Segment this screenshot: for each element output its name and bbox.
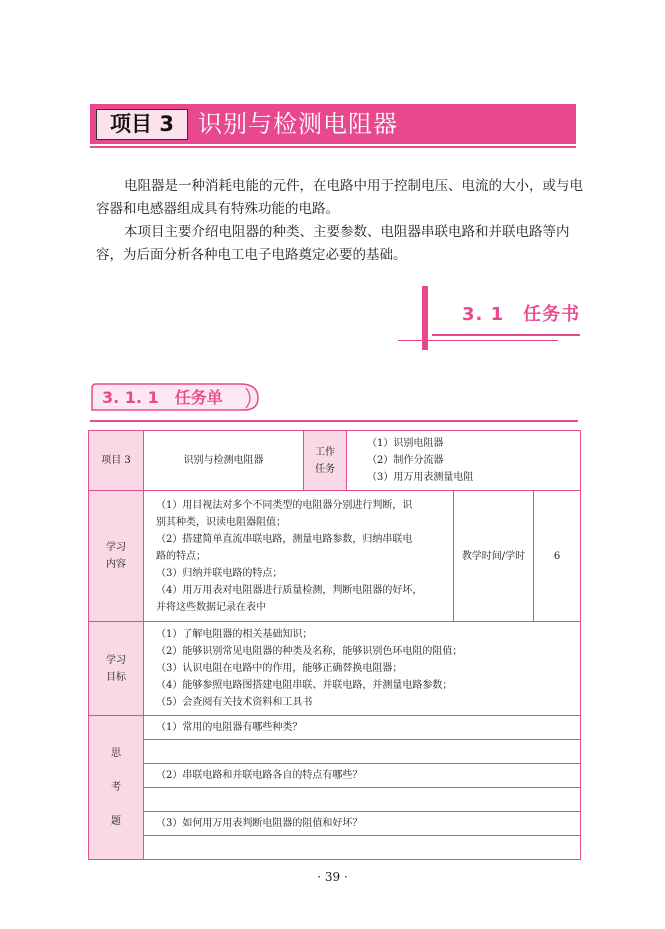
work-task-label-cell [304, 431, 347, 491]
content-items-cell [144, 491, 454, 622]
answer-blank [144, 740, 581, 764]
task-table [88, 430, 581, 860]
section-underline-thin [398, 340, 558, 341]
hours-label-cell: 教学时间/学时 [454, 491, 534, 622]
goal-item: （2）能够识别常见电阻器的种类及名称，能够识别色环电阻的阻值； [156, 646, 463, 657]
goal-label-2: 目标 [106, 671, 126, 683]
goal-item: （3）认识电阻在电路中的作用，能够正确替换电阻器； [156, 663, 403, 674]
work-tasks-cell [347, 431, 581, 491]
think-label-2: 考 [111, 781, 121, 793]
goal-label-1: 学习 [106, 654, 126, 666]
work-task-item: （2）制作分流器 [367, 455, 444, 466]
question-1: （1）常用的电阻器有哪些种类？ [144, 716, 581, 740]
section-title: 3. 1 任务书 [462, 304, 581, 325]
question-3: （3）如何用万用表判断电阻器的阻值和好坏？ [144, 812, 581, 836]
question-row [89, 812, 581, 836]
question-row [89, 764, 581, 788]
answer-blank [144, 836, 581, 860]
answer-row [89, 740, 581, 764]
content-item: 并将这些数据记录在表中 [156, 601, 266, 613]
content-item: （2）搭建简单直流串联电路，测量电路参数，归纳串联电 [156, 533, 413, 545]
section-underline [432, 334, 580, 336]
hours-value-cell: 6 [534, 491, 581, 622]
answer-row [89, 836, 581, 860]
content-label-2: 内容 [106, 559, 126, 570]
chapter-label: 项目 3 [110, 112, 174, 136]
content-label-cell [89, 491, 144, 622]
answer-row [89, 788, 581, 812]
subsection-title: 3. 1. 1 任务单 [102, 388, 223, 407]
project-label-cell: 项目 3 [89, 431, 144, 491]
table-row-content [89, 491, 581, 622]
goal-item: （5）会查阅有关技术资料和工具书 [156, 697, 313, 708]
goal-item: （1）了解电阻器的相关基础知识； [156, 629, 313, 640]
intro-paragraph-1: 电阻器是一种消耗电能的元件，在电路中用于控制电压、电流的大小，或与电容器和电感器组成具有特殊功能的电路。 [96, 178, 583, 217]
content-label-1: 学习 [106, 542, 126, 553]
think-label-1: 思 [111, 747, 121, 759]
intro-paragraph-2: 本项目主要介绍电阻器的种类、主要参数、电阻器串联电路和并联电路等内容，为后面分析各种电工电子电路奠定必要的基础。 [96, 224, 570, 263]
content-item: 别其种类，识读电阻器阻值； [156, 516, 286, 528]
goal-item: （4）能够参照电路图搭建电阻串联、并联电路，并测量电路参数； [156, 680, 453, 691]
goal-label-cell [89, 622, 144, 716]
work-task-item: （3）用万用表测量电阻 [367, 472, 474, 483]
banner-underline [90, 146, 576, 148]
think-label-cell [89, 716, 144, 860]
content-item: （1）用目视法对多个不同类型的电阻器分别进行判断，识 [156, 499, 413, 511]
work-task-item: （1）识别电阻器 [367, 438, 444, 449]
think-label-3: 题 [111, 815, 121, 827]
chapter-title: 识别与检测电阻器 [198, 110, 398, 138]
page-number: · 39 · [317, 870, 348, 884]
answer-blank [144, 788, 581, 812]
work-task-label-2: 任务 [315, 463, 335, 475]
question-2: （2）串联电路和并联电路各自的特点有哪些？ [144, 764, 581, 788]
goal-items-cell [144, 622, 581, 716]
work-task-label-1: 工作 [315, 446, 335, 458]
subsection-underline [90, 420, 578, 422]
question-row [89, 716, 581, 740]
content-item: （4）用万用表对电阻器进行质量检测，判断电阻器的好坏， [156, 584, 423, 596]
project-name-cell: 识别与检测电阻器 [144, 431, 304, 491]
content-item: 路的特点； [156, 550, 206, 562]
content-item: （3）归纳并联电路的特点； [156, 567, 283, 579]
table-row-goals [89, 622, 581, 716]
table-row-project [89, 431, 581, 491]
